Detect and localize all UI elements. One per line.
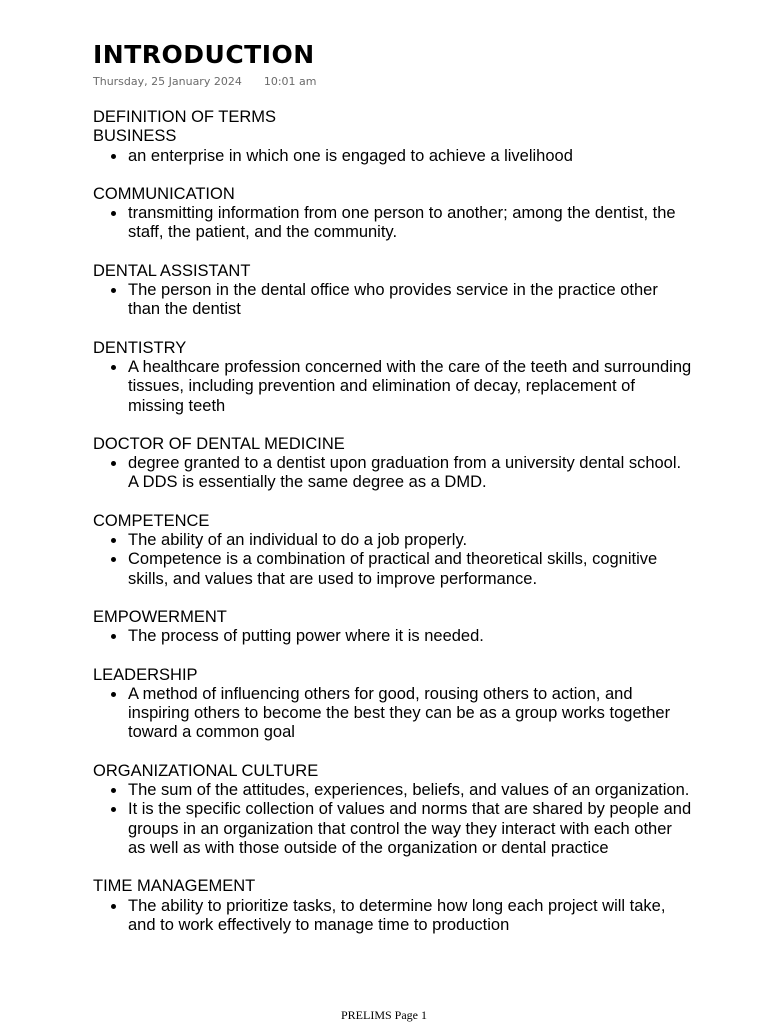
bullet-item: The ability to prioritize tasks, to determine how long each project will take, and to work effectively to manage time to production — [128, 897, 693, 936]
term-title: COMMUNICATION — [93, 184, 235, 203]
term-section-communication — [93, 185, 693, 243]
term-section-empowerment — [93, 608, 693, 647]
term-title: TIME MANAGEMENT — [93, 877, 256, 896]
bullet-item: degree granted to a dentist upon graduation from a university dental school. A DDS is essentially the same degree as a DMD. — [128, 454, 693, 493]
term-section-business — [93, 127, 693, 166]
term-section-dentistry — [93, 339, 693, 416]
term-title: BUSINESS — [93, 127, 177, 146]
term-section-time-management — [93, 877, 693, 935]
bullet-item: The ability of an individual to do a job properly. — [128, 531, 693, 550]
bullet-item: It is the specific collection of values and norms that are shared by people and groups in an organization that control the way they interact with each other as well as with those outside of the organization or dental practice — [128, 800, 692, 857]
term-title: DENTISTRY — [93, 338, 187, 357]
page-meta — [93, 74, 316, 90]
term-title: EMPOWERMENT — [93, 607, 227, 626]
page-time: 10:01 am — [263, 75, 317, 88]
term-section-dental-assistant — [93, 262, 693, 320]
bullet-list — [93, 685, 693, 743]
bullet-list — [93, 531, 693, 589]
term-title: DENTAL ASSISTANT — [93, 261, 251, 280]
term-section-leadership — [93, 666, 693, 743]
bullet-item: The person in the dental office who provides service in the practice other than the dentist — [128, 281, 693, 320]
bullet-list — [93, 454, 693, 493]
term-title: DOCTOR OF DENTAL MEDICINE — [93, 434, 345, 453]
bullet-list — [93, 627, 693, 646]
bullet-list — [93, 281, 693, 320]
page-footer: PRELIMS Page 1 — [340, 1008, 427, 1022]
term-section-organizational-culture — [93, 762, 693, 858]
note-content — [93, 108, 693, 935]
bullet-item: transmitting information from one person to another; among the dentist, the staff, the patient, and the community. — [128, 204, 693, 243]
bullet-list — [93, 358, 693, 416]
bullet-item: The process of putting power where it is needed. — [128, 627, 693, 646]
bullet-list — [93, 204, 693, 243]
bullet-list — [93, 781, 693, 858]
page-title: INTRODUCTION — [93, 40, 315, 69]
term-title: COMPETENCE — [93, 511, 210, 530]
bullet-item: A healthcare profession concerned with the care of the teeth and surrounding tissues, including prevention and elimination of decay, replacement of missing teeth — [128, 357, 692, 415]
term-title: LEADERSHIP — [93, 665, 198, 684]
bullet-item: The sum of the attitudes, experiences, beliefs, and values of an organization. — [128, 781, 693, 800]
bullet-list — [93, 897, 693, 936]
page-date: Thursday, 25 January 2024 — [93, 75, 242, 88]
term-title: ORGANIZATIONAL CULTURE — [93, 761, 319, 780]
bullet-item: A method of influencing others for good, rousing others to action, and inspiring others to become the best they can be as a group works together toward a common goal — [128, 685, 693, 743]
bullet-item: Competence is a combination of practical and theoretical skills, cognitive skills, and values that are used to improve performance. — [128, 550, 693, 589]
bullet-item: an enterprise in which one is engaged to achieve a livelihood — [128, 147, 693, 166]
section-heading: DEFINITION OF TERMS — [93, 108, 277, 126]
bullet-list — [93, 147, 693, 166]
term-section-doctor-of-dental-medicine — [93, 435, 693, 493]
term-section-competence — [93, 512, 693, 589]
